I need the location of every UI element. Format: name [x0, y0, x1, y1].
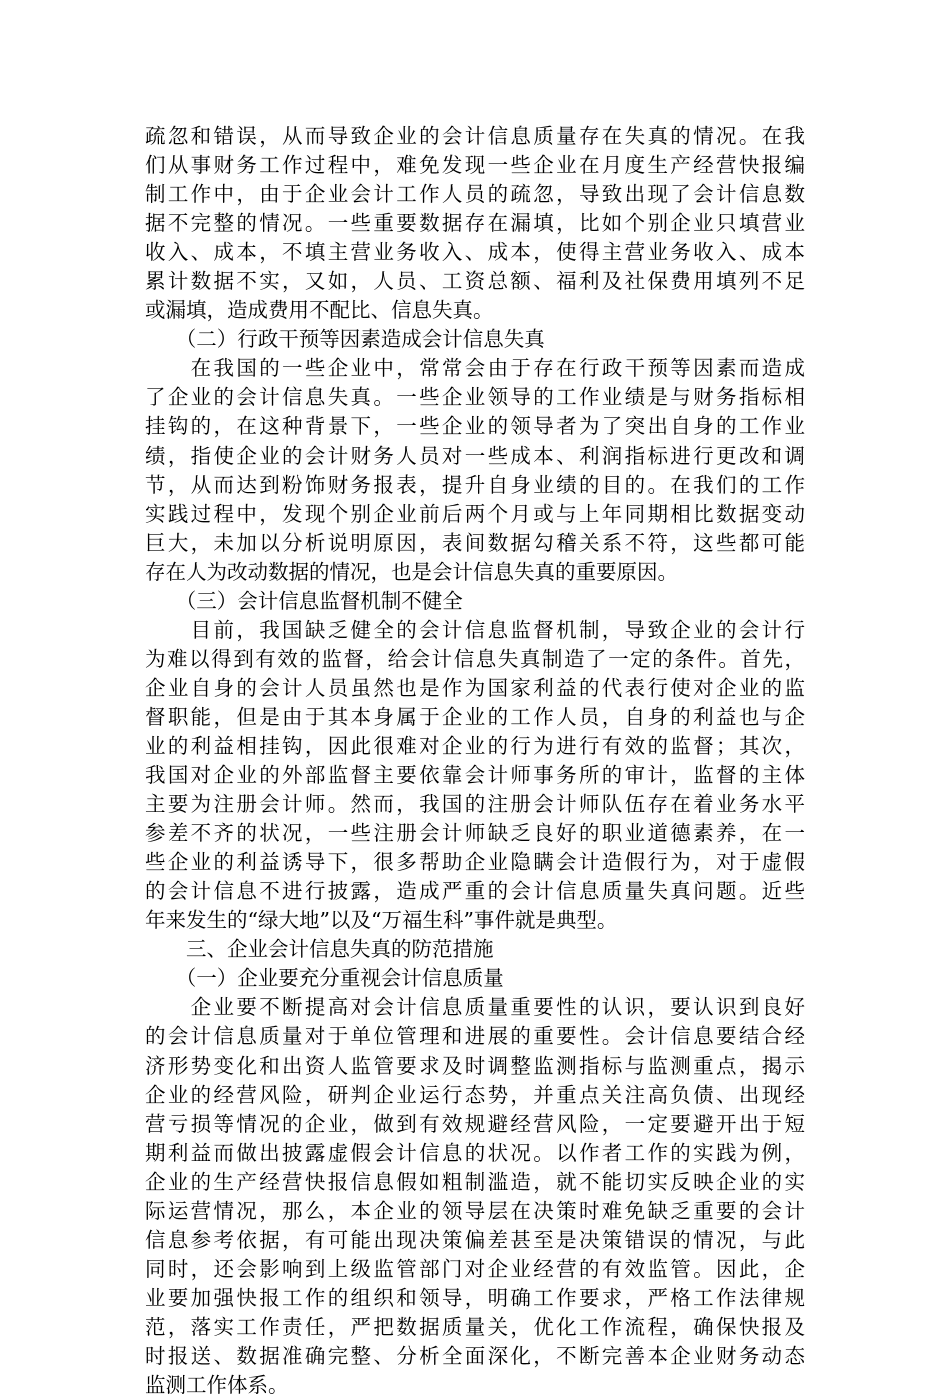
text-line: 在我国的一些企业中，常常会由于存在行政干预等因素而造成	[145, 356, 805, 381]
text-line: 们从事财务工作过程中，难免发现一些企业在月度生产经营快报编	[145, 153, 805, 178]
text-line: 节，从而达到粉饰财务报表，提升自身业绩的目的。在我们的工作	[145, 472, 805, 497]
section-heading: （一）企业要充分重视会计信息质量	[145, 966, 504, 991]
text-line: 企业要不断提高对会计信息质量重要性的认识，要认识到良好	[145, 995, 805, 1020]
text-line: 据不完整的情况。一些重要数据存在漏填，比如个别企业只填营业	[145, 211, 805, 236]
text-line: 制工作中，由于企业会计工作人员的疏忽，导致出现了会计信息数	[145, 182, 805, 207]
text-line: 些企业的利益诱导下，很多帮助企业隐瞒会计造假行为，对于虚假	[145, 850, 805, 875]
text-line: 业的利益相挂钩，因此很难对企业的行为进行有效的监督；其次，	[145, 733, 805, 758]
text-line: 范，落实工作责任，严把数据质量关，优化工作流程，确保快报及	[145, 1314, 805, 1339]
text-line: 存在人为改动数据的情况，也是会计信息失真的重要原因。	[145, 559, 678, 584]
text-line: 督职能，但是由于其本身属于企业的工作人员，自身的利益也与企	[145, 704, 805, 729]
text-line: 企业的生产经营快报信息假如粗制滥造，就不能切实反映企业的实	[145, 1169, 805, 1194]
section-heading: 三、企业会计信息失真的防范措施	[145, 937, 494, 962]
text-line: 的会计信息质量对于单位管理和进展的重要性。会计信息要结合经	[145, 1024, 805, 1049]
text-line: 企业自身的会计人员虽然也是作为国家利益的代表行使对企业的监	[145, 675, 805, 700]
text-line: 我国对企业的外部监督主要依靠会计师事务所的审计，监督的主体	[145, 763, 805, 788]
text-line: 业要加强快报工作的组织和领导，明确工作要求，严格工作法律规	[145, 1285, 805, 1310]
text-line: 信息参考依据，有可能出现决策偏差甚至是决策错误的情况，与此	[145, 1227, 805, 1252]
text-line: 目前，我国缺乏健全的会计信息监督机制，导致企业的会计行	[145, 617, 805, 642]
text-line: 年来发生的“绿大地”以及“万福生科”事件就是典型。	[145, 908, 618, 933]
text-line: 企业的经营风险，研判企业运行态势，并重点关注高负债、出现经	[145, 1082, 805, 1107]
text-line: 的会计信息不进行披露，造成严重的会计信息质量失真问题。近些	[145, 879, 805, 904]
text-line: 期利益而做出披露虚假会计信息的状况。以作者工作的实践为例，	[145, 1140, 805, 1165]
section-heading: （三）会计信息监督机制不健全	[145, 588, 463, 613]
text-line: 实践过程中，发现个别企业前后两个月或与上年同期相比数据变动	[145, 501, 805, 526]
text-line: 时报送、数据准确完整、分析全面深化，不断完善本企业财务动态	[145, 1343, 805, 1368]
document-body	[145, 122, 805, 1400]
text-line: 际运营情况，那么，本企业的领导层在决策时难免缺乏重要的会计	[145, 1198, 805, 1223]
text-line: 累计数据不实，又如，人员、工资总额、福利及社保费用填列不足	[145, 269, 805, 294]
text-line: 了企业的会计信息失真。一些企业领导的工作业绩是与财务指标相	[145, 385, 805, 410]
text-line: 济形势变化和出资人监管要求及时调整监测指标与监测重点，揭示	[145, 1053, 805, 1078]
text-line: 参差不齐的状况，一些注册会计师缺乏良好的职业道德素养，在一	[145, 821, 805, 846]
section-heading: （二）行政干预等因素造成会计信息失真	[145, 327, 545, 352]
text-line: 绩，指使企业的会计财务人员对一些成本、利润指标进行更改和调	[145, 443, 805, 468]
text-line: 疏忽和错误，从而导致企业的会计信息质量存在失真的情况。在我	[145, 124, 805, 148]
text-line: 巨大，未加以分析说明原因，表间数据勾稽关系不符，这些都可能	[145, 530, 805, 555]
text-line: 挂钩的，在这种背景下，一些企业的领导者为了突出自身的工作业	[145, 414, 805, 439]
text-line: 为难以得到有效的监督，给会计信息失真制造了一定的条件。首先，	[145, 646, 805, 671]
text-line: 同时，还会影响到上级监管部门对企业经营的有效监管。因此，企	[145, 1256, 805, 1281]
text-line: 监测工作体系。	[145, 1373, 289, 1398]
text-line: 营亏损等情况的企业，做到有效规避经营风险，一定要避开出于短	[145, 1111, 805, 1136]
text-line: 或漏填，造成费用不配比、信息失真。	[145, 298, 494, 323]
text-line: 主要为注册会计师。然而，我国的注册会计师队伍存在着业务水平	[145, 792, 805, 817]
text-line: 收入、成本，不填主营业务收入、成本，使得主营业务收入、成本	[145, 240, 805, 265]
